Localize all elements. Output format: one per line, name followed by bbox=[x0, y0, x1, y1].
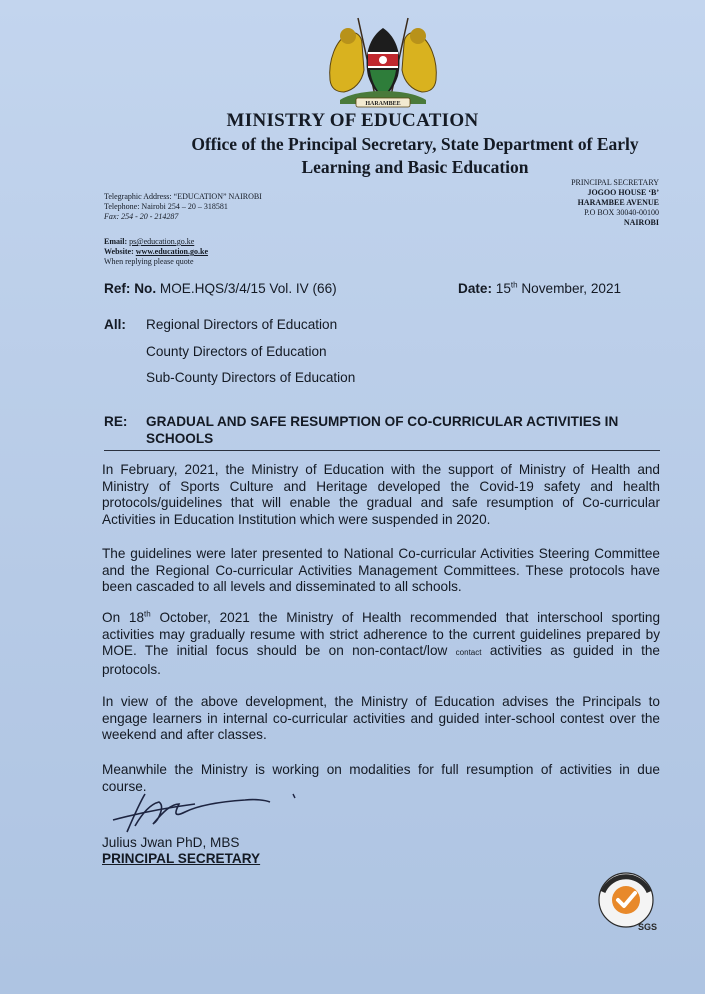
subject-label: RE: bbox=[104, 414, 128, 429]
recipient-item: Sub-County Directors of Education bbox=[146, 370, 356, 385]
subject-underline bbox=[104, 450, 660, 451]
ministry-title: MINISTRY OF EDUCATION bbox=[226, 110, 479, 131]
address-line-3: HARAMBEE AVENUE bbox=[577, 198, 659, 207]
address-line-2: JOGOO HOUSE ‘B’ bbox=[587, 188, 659, 197]
kenya-coat-of-arms-icon bbox=[318, 10, 448, 110]
website-label: Website: bbox=[104, 247, 136, 256]
telephone: Telephone: Nairobi 254 – 20 – 318581 bbox=[104, 202, 228, 211]
ref-label: Ref: No. bbox=[104, 281, 157, 296]
telegraphic-address: Telegraphic Address: “EDUCATION” NAIROBI bbox=[104, 192, 262, 201]
date-label: Date: bbox=[458, 281, 492, 296]
recipient-item: Regional Directors of Education bbox=[146, 317, 338, 332]
recipients-label: All: bbox=[104, 317, 126, 332]
email-block bbox=[104, 237, 208, 267]
date-day: 15 bbox=[492, 281, 511, 296]
recipient-item: County Directors of Education bbox=[146, 344, 327, 359]
paragraph-1: In February, 2021, the Ministry of Education with the support of Ministry of Health and Ministry of Sports Culture and Heritage developed the Covid-19 safety and health protocols/guidelines that will enable the gradual and safe resumption of Co-curricular Activities in Education Institution which were suspended in 2020. bbox=[102, 462, 660, 527]
paragraph-3-text: On 18 bbox=[102, 610, 145, 625]
office-line-2: Learning and Basic Education bbox=[301, 157, 529, 177]
signer-name: Julius Jwan PhD, MBS bbox=[102, 835, 240, 850]
subject-text: GRADUAL AND SAFE RESUMPTION OF CO-CURRICULAR ACTIVITIES IN SCHOOLS bbox=[146, 414, 619, 446]
sgs-label: SGS bbox=[638, 922, 658, 932]
paragraph-3-superscript: th bbox=[144, 609, 151, 619]
paragraph-2: The guidelines were later presented to National Co-curricular Activities Steering Committee and the Regional Co-curricular Activities Management Committees. These protocols have been cascaded to all levels and disseminated to all schools. bbox=[102, 546, 660, 594]
handwritten-signature-icon bbox=[105, 790, 305, 836]
website-link[interactable]: www.education.go.ke bbox=[135, 247, 209, 256]
date-rest: November, 2021 bbox=[517, 281, 622, 296]
crest-motto: HARAMBEE bbox=[365, 101, 401, 107]
paragraph-3-small-text: contact bbox=[455, 648, 482, 657]
sgs-certification-icon bbox=[594, 870, 658, 934]
date-suffix: th bbox=[510, 280, 518, 290]
letter-date bbox=[458, 280, 621, 297]
email-label: Email: bbox=[104, 237, 130, 246]
paragraph-5: Meanwhile the Ministry is working on modalities for full resumption of activities in due course. bbox=[102, 762, 660, 794]
paragraph-4: In view of the above development, the Ministry of Education advises the Principals to engage learners in internal co-curricular activities and guided inter-school contest over the weekend and after classes. bbox=[102, 694, 660, 742]
paragraph-3-text: activities as guided in the protocols. bbox=[102, 643, 660, 677]
postal-address bbox=[571, 178, 659, 228]
address-line-4: P.O BOX 30040-00100 bbox=[584, 208, 659, 217]
fax: Fax: 254 - 20 - 214287 bbox=[104, 212, 179, 221]
paragraph-3 bbox=[102, 610, 660, 678]
paragraph-3-text: October, 2021 the Ministry of Health recommended that interschool sporting activities may gradually resume with strict adherence to the current guidelines prepared by MOE. The initial focus should be on non-contact/low bbox=[102, 610, 661, 658]
signer-title: PRINCIPAL SECRETARY bbox=[102, 851, 261, 866]
reply-note: When replying please quote bbox=[104, 257, 194, 266]
address-line-1: PRINCIPAL SECRETARY bbox=[571, 178, 659, 187]
reference-number bbox=[104, 280, 337, 297]
email-link[interactable]: ps@education.go.ke bbox=[129, 237, 195, 246]
contact-details bbox=[104, 192, 262, 222]
ref-value: MOE.HQS/3/4/15 Vol. IV (66) bbox=[156, 281, 337, 296]
office-line-1: Office of the Principal Secretary, State Department of Early bbox=[191, 134, 639, 154]
address-line-5: NAIROBI bbox=[623, 218, 659, 227]
office-title bbox=[150, 133, 680, 179]
